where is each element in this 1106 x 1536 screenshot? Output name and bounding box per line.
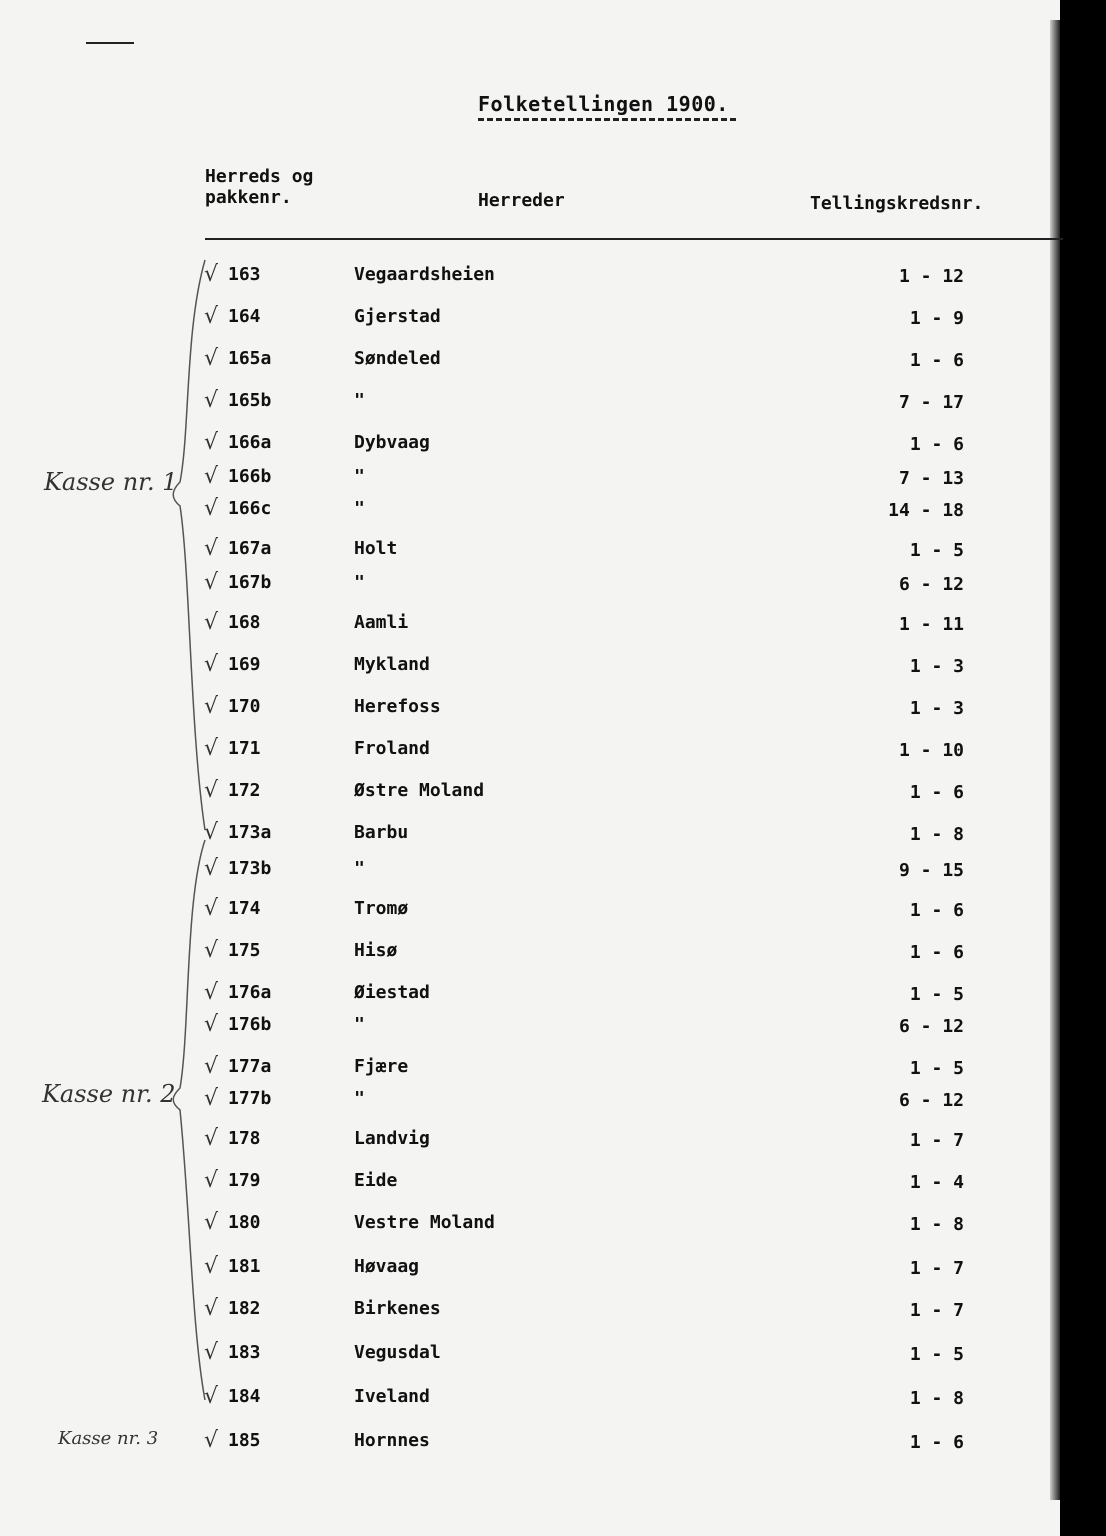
municipality-name: Vestre Moland — [354, 1212, 495, 1233]
district-range: 1 - 6 — [909, 942, 964, 963]
district-range: 1 - 6 — [909, 1432, 964, 1453]
package-number: 167b — [228, 572, 272, 593]
municipality-name: Iveland — [354, 1386, 430, 1407]
checkmark-icon: √ — [204, 610, 219, 635]
table-row — [0, 1384, 1000, 1410]
package-number: 173b — [228, 858, 272, 879]
table-row — [0, 1340, 1000, 1366]
municipality-name: Mykland — [354, 654, 430, 675]
district-range: 1 - 5 — [909, 984, 964, 1005]
handwritten-braces — [160, 250, 220, 1470]
municipality-name: Froland — [354, 738, 430, 759]
table-row — [0, 1210, 1000, 1236]
brace-box-2 — [173, 840, 205, 1400]
municipality-name: Fjære — [354, 1056, 409, 1077]
municipality-name: " — [354, 1088, 365, 1109]
municipality-name: Høvaag — [354, 1256, 420, 1277]
checkmark-icon: √ — [204, 736, 219, 761]
table-row — [0, 980, 1000, 1006]
checkmark-icon: √ — [204, 430, 219, 455]
table-row — [0, 820, 1000, 846]
district-range: 1 - 12 — [898, 266, 964, 287]
table-row — [0, 1012, 1000, 1038]
package-number: 172 — [228, 780, 261, 801]
district-range: 1 - 5 — [909, 540, 964, 561]
checkmark-icon: √ — [204, 262, 219, 287]
municipality-name: Vegaardsheien — [354, 264, 495, 285]
municipality-name: Barbu — [354, 822, 409, 843]
checkmark-icon: √ — [204, 1126, 219, 1151]
package-number: 163 — [228, 264, 261, 285]
package-number: 177b — [228, 1088, 272, 1109]
table-row — [0, 496, 1000, 522]
district-range: 1 - 10 — [898, 740, 964, 761]
municipality-name: Øiestad — [354, 982, 430, 1003]
checkmark-icon: √ — [204, 1428, 219, 1453]
package-number: 181 — [228, 1256, 261, 1277]
municipality-name: Vegusdal — [354, 1342, 441, 1363]
checkmark-icon: √ — [204, 304, 219, 329]
table-row — [0, 1168, 1000, 1194]
municipality-name: Eide — [354, 1170, 398, 1191]
package-number: 184 — [228, 1386, 261, 1407]
checkmark-icon: √ — [204, 464, 219, 489]
district-range: 1 - 7 — [909, 1300, 964, 1321]
package-number: 178 — [228, 1128, 261, 1149]
district-range: 1 - 8 — [909, 824, 964, 845]
table-row — [0, 896, 1000, 922]
table-row — [0, 304, 1000, 330]
package-number: 166c — [228, 498, 272, 519]
table-row — [0, 536, 1000, 562]
checkmark-icon: √ — [204, 1012, 219, 1037]
package-number: 179 — [228, 1170, 261, 1191]
checkmark-icon: √ — [204, 1168, 219, 1193]
checkmark-icon: √ — [204, 938, 219, 963]
district-range: 1 - 7 — [909, 1258, 964, 1279]
checkmark-icon: √ — [204, 820, 219, 845]
page-edge — [1050, 20, 1060, 1500]
table-row — [0, 652, 1000, 678]
checkmark-icon: √ — [204, 496, 219, 521]
table-row — [0, 778, 1000, 804]
checkmark-icon: √ — [204, 694, 219, 719]
handwritten-box-1: Kasse nr. 1 — [44, 468, 178, 496]
table-row — [0, 856, 1000, 882]
table-row — [0, 430, 1000, 456]
checkmark-icon: √ — [204, 1384, 219, 1409]
table-row — [0, 262, 1000, 288]
checkmark-icon: √ — [204, 980, 219, 1005]
table-row — [0, 1126, 1000, 1152]
table-row — [0, 938, 1000, 964]
package-number: 171 — [228, 738, 261, 759]
package-number: 168 — [228, 612, 261, 633]
district-range: 1 - 11 — [898, 614, 964, 635]
checkmark-icon: √ — [204, 1254, 219, 1279]
package-number: 164 — [228, 306, 261, 327]
table-row — [0, 1296, 1000, 1322]
package-number: 166b — [228, 466, 272, 487]
district-range: 1 - 6 — [909, 900, 964, 921]
district-range: 7 - 17 — [898, 392, 964, 413]
district-range: 7 - 13 — [898, 468, 964, 489]
municipality-name: " — [354, 390, 365, 411]
district-range: 1 - 4 — [909, 1172, 964, 1193]
package-number: 176a — [228, 982, 272, 1003]
municipality-name: Hisø — [354, 940, 398, 961]
municipality-name: Hornnes — [354, 1430, 430, 1451]
district-range: 9 - 15 — [898, 860, 964, 881]
header-municipalities: Herreder — [478, 190, 565, 211]
district-range: 1 - 3 — [909, 656, 964, 677]
district-range: 1 - 6 — [909, 434, 964, 455]
municipality-name: " — [354, 466, 365, 487]
checkmark-icon: √ — [204, 346, 219, 371]
table-row — [0, 570, 1000, 596]
document-title: Folketellingen 1900. — [478, 92, 729, 116]
checkmark-icon: √ — [204, 1210, 219, 1235]
checkmark-icon: √ — [204, 1340, 219, 1365]
municipality-name: Tromø — [354, 898, 409, 919]
municipality-name: " — [354, 498, 365, 519]
table-row — [0, 346, 1000, 372]
package-number: 174 — [228, 898, 261, 919]
checkmark-icon: √ — [204, 1296, 219, 1321]
package-number: 175 — [228, 940, 261, 961]
district-range: 1 - 6 — [909, 782, 964, 803]
checkmark-icon: √ — [204, 1086, 219, 1111]
checkmark-icon: √ — [204, 856, 219, 881]
package-number: 166a — [228, 432, 272, 453]
district-range: 1 - 5 — [909, 1344, 964, 1365]
table-row — [0, 388, 1000, 414]
package-number: 173a — [228, 822, 272, 843]
package-number: 183 — [228, 1342, 261, 1363]
title-underline — [478, 118, 736, 121]
table-row — [0, 610, 1000, 636]
corner-mark — [86, 42, 134, 44]
district-range: 1 - 9 — [909, 308, 964, 329]
package-number: 165a — [228, 348, 272, 369]
municipality-name: Søndeled — [354, 348, 441, 369]
district-range: 14 - 18 — [888, 500, 964, 521]
package-number: 167a — [228, 538, 272, 559]
package-number: 176b — [228, 1014, 272, 1035]
municipality-name: Gjerstad — [354, 306, 441, 327]
checkmark-icon: √ — [204, 388, 219, 413]
district-range: 1 - 8 — [909, 1388, 964, 1409]
handwritten-box-2: Kasse nr. 2 — [42, 1080, 176, 1108]
package-number: 180 — [228, 1212, 261, 1233]
package-number: 177a — [228, 1056, 272, 1077]
checkmark-icon: √ — [204, 652, 219, 677]
header-rule — [205, 238, 1063, 240]
district-range: 1 - 8 — [909, 1214, 964, 1235]
header-package-number: Herreds og pakkenr. — [205, 166, 314, 208]
table-row — [0, 694, 1000, 720]
district-range: 6 - 12 — [898, 1090, 964, 1111]
municipality-name: " — [354, 858, 365, 879]
municipality-name: " — [354, 572, 365, 593]
checkmark-icon: √ — [204, 896, 219, 921]
district-range: 6 - 12 — [898, 574, 964, 595]
district-range: 1 - 3 — [909, 698, 964, 719]
header-census-district-numbers: Tellingskredsnr. — [810, 193, 984, 214]
checkmark-icon: √ — [204, 1054, 219, 1079]
checkmark-icon: √ — [204, 778, 219, 803]
municipality-name: Aamli — [354, 612, 409, 633]
municipality-name: Dybvaag — [354, 432, 430, 453]
municipality-name: " — [354, 1014, 365, 1035]
brace-box-1 — [173, 260, 205, 830]
checkmark-icon: √ — [204, 536, 219, 561]
table-row — [0, 1054, 1000, 1080]
district-range: 6 - 12 — [898, 1016, 964, 1037]
checkmark-icon: √ — [204, 570, 219, 595]
package-number: 185 — [228, 1430, 261, 1451]
municipality-name: Holt — [354, 538, 398, 559]
handwritten-box-3: Kasse nr. 3 — [58, 1428, 159, 1449]
table-row — [0, 1254, 1000, 1280]
package-number: 182 — [228, 1298, 261, 1319]
package-number: 165b — [228, 390, 272, 411]
package-number: 170 — [228, 696, 261, 717]
municipality-name: Østre Moland — [354, 780, 485, 801]
district-range: 1 - 7 — [909, 1130, 964, 1151]
table-row — [0, 736, 1000, 762]
municipality-name: Herefoss — [354, 696, 441, 717]
package-number: 169 — [228, 654, 261, 675]
district-range: 1 - 6 — [909, 350, 964, 371]
district-range: 1 - 5 — [909, 1058, 964, 1079]
municipality-name: Birkenes — [354, 1298, 441, 1319]
municipality-name: Landvig — [354, 1128, 430, 1149]
